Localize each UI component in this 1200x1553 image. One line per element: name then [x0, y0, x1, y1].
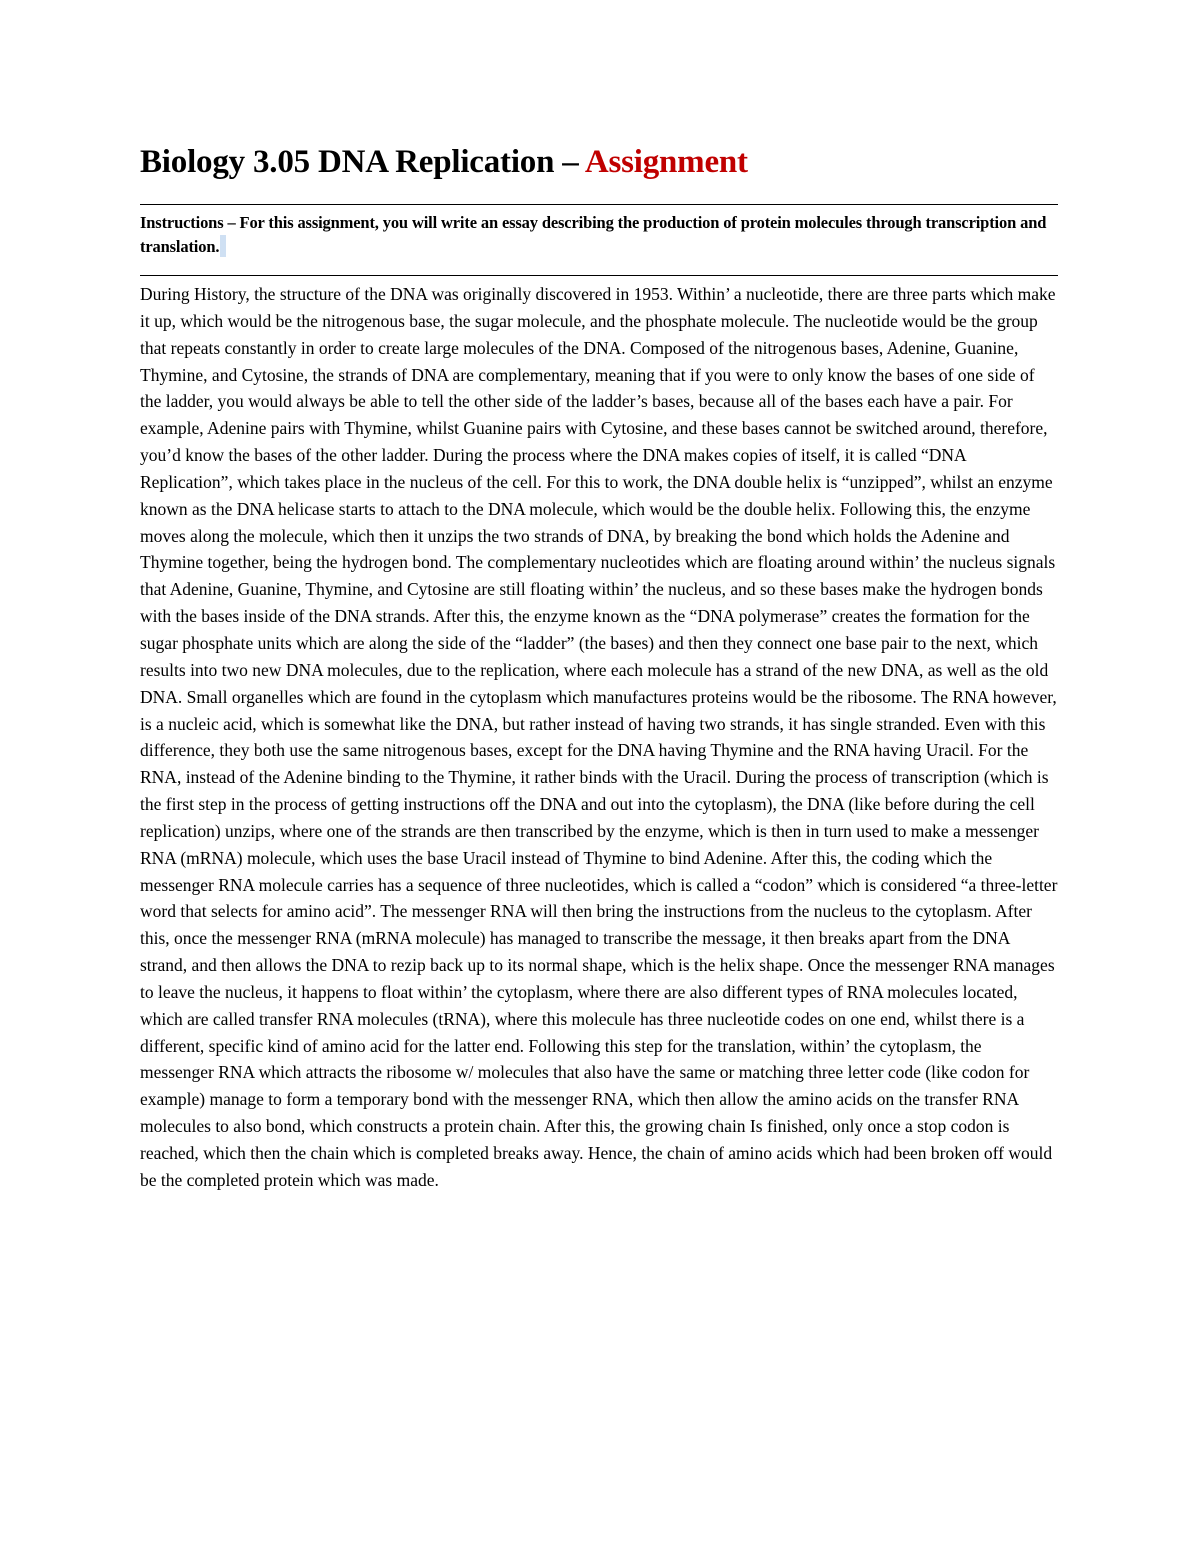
instructions-paragraph	[140, 211, 1058, 259]
instructions-text: Instructions – For this assignment, you will write an essay describing the production of protein molecules through transcription and translation.	[140, 213, 1047, 256]
essay-paragraph: During History, the structure of the DNA was originally discovered in 1953. Within’ a nucleotide, there are three parts which make it up, which would be the nitrogenous base, the sugar molecule, and the phosphate molecule. The nucleotide would be the group that repeats constantly in order to create large molecules of the DNA. Composed of the nitrogenous bases, Adenine, Guanine, Thymine, and Cytosine, the strands of DNA are complementary, meaning that if you were to only know the bases of one side of the ladder, you would always be able to tell the other side of the ladder’s bases, because all of the bases each have a pair. For example, Adenine pairs with Thymine, whilst Guanine pairs with Cytosine, and these bases cannot be switched around, therefore, you’d know the bases of the other ladder. During the process where the DNA makes copies of itself, it is called “DNA Replication”, which takes place in the nucleus of the cell. For this to work, the DNA double helix is “unzipped”, whilst an enzyme known as the DNA helicase starts to attach to the DNA molecule, which would be the double helix. Following this, the enzyme moves along the molecule, which then it unzips the two strands of DNA, by breaking the bond which holds the Adenine and Thymine together, being the hydrogen bond. The complementary nucleotides which are floating around within’ the nucleus signals that Adenine, Guanine, Thymine, and Cytosine are still floating within’ the nucleus, and so these bases make the hydrogen bonds with the bases inside of the DNA strands. After this, the enzyme known as the “DNA polymerase” creates the formation for the sugar phosphate units which are along the side of the “ladder” (the bases) and then they connect one base pair to the next, which results into two new DNA molecules, due to the replication, where each molecule has a strand of the new DNA, as well as the old DNA. Small organelles which are found in the cytoplasm which manufactures proteins would be the ribosome. The RNA however, is a nucleic acid, which is somewhat like the DNA, but rather instead of having two strands, it has single stranded. Even with this difference, they both use the same nitrogenous bases, except for the DNA having Thymine and the RNA having Uracil. For the RNA, instead of the Adenine binding to the Thymine, it rather binds with the Uracil. During the process of transcription (which is the first step in the process of getting instructions off the DNA and out into the cytoplasm), the DNA (like before during the cell replication) unzips, where one of the strands are then transcribed by the enzyme, which is then in turn used to make a messenger RNA (mRNA) molecule, which uses the base Uracil instead of Thymine to bind Adenine. After this, the coding which the messenger RNA molecule carries has a sequence of three nucleotides, which is called a “codon” which is considered “a three-letter word that selects for amino acid”. The messenger RNA will then bring the instructions from the nucleus to the cytoplasm. After this, once the messenger RNA (mRNA molecule) has managed to transcribe the message, it then breaks apart from the DNA strand, and then allows the DNA to rezip back up to its normal shape, which is the helix shape. Once the messenger RNA manages to leave the nucleus, it happens to float within’ the cytoplasm, where there are also different types of RNA molecules located, which are called transfer RNA molecules (tRNA), where this molecule has three nucleotide codes on one end, whilst there is a different, specific kind of amino acid for the latter end. Following this step for the translation, within’ the cytoplasm, the messenger RNA which attracts the ribosome w/ molecules that also have the same or matching three letter code (like codon for example) manage to form a temporary bond with the messenger RNA, which then allow the amino acids on the transfer RNA molecules to also bond, which constructs a protein chain. After this, the growing chain Is finished, only once a stop codon is reached, which then the chain which is completed breaks away. Hence, the chain of amino acids which had been broken off would be the completed protein which was made.	[140, 284, 1058, 1190]
title-accent: Assignment	[584, 144, 748, 180]
title-main: Biology 3.05 DNA Replication –	[140, 144, 585, 180]
document-content	[140, 140, 1058, 1194]
text-cursor-highlight	[220, 235, 226, 257]
document-title	[140, 140, 1058, 184]
title-divider	[140, 204, 1058, 205]
instructions-divider	[140, 275, 1058, 276]
